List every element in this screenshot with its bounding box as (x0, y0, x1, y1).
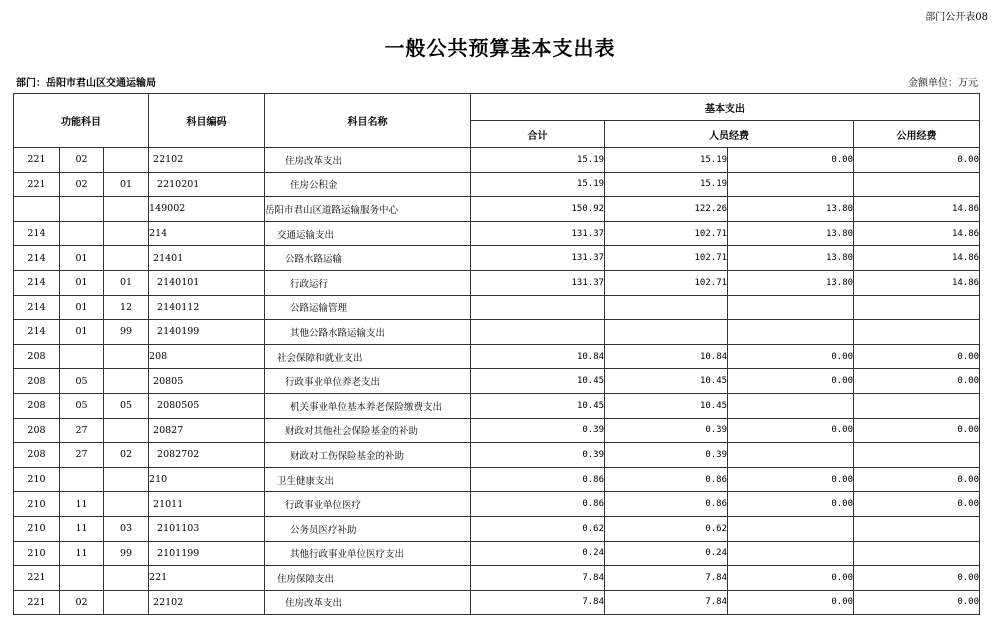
personnel-cell: 0.39 (605, 443, 728, 468)
personnel-cell: 10.45 (605, 393, 728, 418)
public-cell: 13.80 (728, 270, 854, 295)
header-basic-expenditure: 基本支出 (471, 94, 980, 121)
subject-code-cell: 214 (149, 221, 265, 246)
total-cell (471, 320, 605, 345)
form-number: 部门公开表08 (925, 12, 988, 23)
subject-name-cell: 其他行政事业单位医疗支出 (265, 541, 471, 566)
table-row (14, 516, 980, 541)
header-subject-name: 科目名称 (265, 94, 471, 148)
public-cell: 0.00 (728, 369, 854, 394)
personnel-cell: 102.71 (605, 270, 728, 295)
subject-code-cell: 20827 (149, 418, 265, 443)
subject-code-cell: 208 (149, 344, 265, 369)
header-public: 公用经费 (854, 121, 980, 148)
public-expense-cell (854, 516, 980, 541)
table-body (14, 148, 980, 615)
public-cell (728, 295, 854, 320)
table-row (14, 320, 980, 345)
subject-code-cell: 2101199 (149, 541, 265, 566)
table-row (14, 270, 980, 295)
func-section-cell: 05 (60, 369, 104, 394)
amount-unit-label: 金额单位：万元 (908, 78, 978, 89)
subject-name-cell: 其他公路水路运输支出 (265, 320, 471, 345)
public-expense-cell: 0.00 (854, 467, 980, 492)
personnel-cell: 7.84 (605, 590, 728, 615)
table-row (14, 467, 980, 492)
func-item-cell (104, 246, 149, 271)
func-section-cell: 11 (60, 516, 104, 541)
table-row (14, 566, 980, 591)
subject-name-cell: 公路运输管理 (265, 295, 471, 320)
public-cell: 0.00 (728, 566, 854, 591)
public-expense-cell: 0.00 (854, 148, 980, 173)
table-row (14, 369, 980, 394)
table-row (14, 172, 980, 197)
func-item-cell: 02 (104, 443, 149, 468)
func-class-cell: 221 (14, 590, 60, 615)
total-cell: 131.37 (471, 246, 605, 271)
personnel-cell: 0.62 (605, 516, 728, 541)
func-item-cell: 03 (104, 516, 149, 541)
subject-code-cell: 2101103 (149, 516, 265, 541)
public-cell: 13.80 (728, 197, 854, 222)
subject-code-cell: 221 (149, 566, 265, 591)
total-cell: 0.39 (471, 418, 605, 443)
subject-name-cell: 公务员医疗补助 (265, 516, 471, 541)
personnel-cell: 15.19 (605, 172, 728, 197)
func-item-cell (104, 467, 149, 492)
personnel-cell: 0.86 (605, 467, 728, 492)
total-cell: 0.86 (471, 492, 605, 517)
table-row (14, 590, 980, 615)
subject-name-cell: 财政对其他社会保险基金的补助 (265, 418, 471, 443)
func-section-cell: 01 (60, 320, 104, 345)
func-item-cell: 99 (104, 541, 149, 566)
personnel-cell: 15.19 (605, 148, 728, 173)
subject-name-cell: 住房保障支出 (265, 566, 471, 591)
personnel-cell: 122.26 (605, 197, 728, 222)
personnel-cell: 0.39 (605, 418, 728, 443)
public-expense-cell (854, 295, 980, 320)
subject-code-cell: 21401 (149, 246, 265, 271)
func-class-cell: 208 (14, 443, 60, 468)
personnel-cell (605, 295, 728, 320)
total-cell: 10.45 (471, 393, 605, 418)
func-section-cell (60, 221, 104, 246)
public-expense-cell: 0.00 (854, 344, 980, 369)
subject-name-cell: 机关事业单位基本养老保险缴费支出 (265, 393, 471, 418)
public-expense-cell: 0.00 (854, 590, 980, 615)
personnel-cell: 0.24 (605, 541, 728, 566)
subject-code-cell: 2082702 (149, 443, 265, 468)
public-cell: 0.00 (728, 467, 854, 492)
func-item-cell (104, 418, 149, 443)
subject-name-cell: 住房改革支出 (265, 590, 471, 615)
budget-table (13, 93, 980, 615)
func-class-cell: 210 (14, 467, 60, 492)
subject-name-cell: 交通运输支出 (265, 221, 471, 246)
public-cell: 0.00 (728, 344, 854, 369)
public-expense-cell (854, 541, 980, 566)
subject-code-cell: 2210201 (149, 172, 265, 197)
page-title: 一般公共预算基本支出表 (384, 36, 616, 60)
public-expense-cell: 14.86 (854, 270, 980, 295)
total-cell: 0.86 (471, 467, 605, 492)
subject-name-cell: 社会保障和就业支出 (265, 344, 471, 369)
func-section-cell (60, 566, 104, 591)
func-item-cell: 05 (104, 393, 149, 418)
personnel-cell: 7.84 (605, 566, 728, 591)
public-cell: 0.00 (728, 590, 854, 615)
table-row (14, 418, 980, 443)
func-section-cell: 11 (60, 492, 104, 517)
subject-code-cell: 149002 (149, 197, 265, 222)
func-class-cell (14, 197, 60, 222)
total-cell: 0.62 (471, 516, 605, 541)
total-cell: 10.84 (471, 344, 605, 369)
func-section-cell (60, 197, 104, 222)
func-section-cell: 05 (60, 393, 104, 418)
public-cell (728, 443, 854, 468)
func-section-cell: 11 (60, 541, 104, 566)
func-class-cell: 210 (14, 516, 60, 541)
total-cell: 0.24 (471, 541, 605, 566)
subject-name-cell: 岳阳市君山区道路运输服务中心 (265, 197, 471, 222)
personnel-cell: 10.45 (605, 369, 728, 394)
public-expense-cell (854, 320, 980, 345)
func-class-cell: 208 (14, 393, 60, 418)
func-item-cell: 01 (104, 270, 149, 295)
func-section-cell: 02 (60, 172, 104, 197)
func-class-cell: 221 (14, 172, 60, 197)
func-section-cell (60, 344, 104, 369)
func-section-cell: 27 (60, 418, 104, 443)
func-class-cell: 214 (14, 246, 60, 271)
func-item-cell (104, 148, 149, 173)
func-item-cell: 99 (104, 320, 149, 345)
public-cell (728, 541, 854, 566)
subject-code-cell: 2140199 (149, 320, 265, 345)
department-label: 部门：岳阳市君山区交通运输局 (16, 78, 156, 89)
subject-code-cell: 22102 (149, 148, 265, 173)
table-row (14, 393, 980, 418)
public-cell (728, 516, 854, 541)
total-cell: 7.84 (471, 590, 605, 615)
public-cell (728, 393, 854, 418)
subject-name-cell: 行政事业单位养老支出 (265, 369, 471, 394)
total-cell: 131.37 (471, 270, 605, 295)
header-personnel: 人员经费 (605, 121, 854, 148)
public-cell: 13.80 (728, 246, 854, 271)
header-subject-code: 科目编码 (149, 94, 265, 148)
public-cell: 13.80 (728, 221, 854, 246)
func-section-cell: 02 (60, 148, 104, 173)
header-function-subject: 功能科目 (14, 94, 149, 148)
subject-code-cell: 21011 (149, 492, 265, 517)
total-cell: 150.92 (471, 197, 605, 222)
func-item-cell (104, 197, 149, 222)
header-total: 合计 (471, 121, 605, 148)
table-row (14, 295, 980, 320)
public-cell (728, 320, 854, 345)
func-item-cell (104, 344, 149, 369)
total-cell: 15.19 (471, 172, 605, 197)
subject-code-cell: 20805 (149, 369, 265, 394)
subject-name-cell: 公路水路运输 (265, 246, 471, 271)
subject-code-cell: 2140101 (149, 270, 265, 295)
func-item-cell: 12 (104, 295, 149, 320)
total-cell: 7.84 (471, 566, 605, 591)
public-expense-cell (854, 393, 980, 418)
total-cell: 0.39 (471, 443, 605, 468)
subject-code-cell: 210 (149, 467, 265, 492)
public-expense-cell: 14.86 (854, 246, 980, 271)
personnel-cell (605, 320, 728, 345)
personnel-cell: 10.84 (605, 344, 728, 369)
total-cell: 10.45 (471, 369, 605, 394)
func-class-cell: 221 (14, 566, 60, 591)
table-row (14, 492, 980, 517)
table-row (14, 246, 980, 271)
func-section-cell: 01 (60, 270, 104, 295)
subject-name-cell: 行政运行 (265, 270, 471, 295)
subject-code-cell: 2140112 (149, 295, 265, 320)
public-expense-cell: 0.00 (854, 418, 980, 443)
func-class-cell: 214 (14, 320, 60, 345)
subject-name-cell: 卫生健康支出 (265, 467, 471, 492)
public-expense-cell: 0.00 (854, 369, 980, 394)
func-class-cell: 208 (14, 369, 60, 394)
func-item-cell: 01 (104, 172, 149, 197)
func-section-cell: 02 (60, 590, 104, 615)
total-cell: 131.37 (471, 221, 605, 246)
table-row (14, 197, 980, 222)
func-class-cell: 214 (14, 295, 60, 320)
public-expense-cell: 0.00 (854, 492, 980, 517)
func-section-cell (60, 467, 104, 492)
public-expense-cell: 0.00 (854, 566, 980, 591)
subject-name-cell: 住房公积金 (265, 172, 471, 197)
public-expense-cell: 14.86 (854, 221, 980, 246)
personnel-cell: 102.71 (605, 246, 728, 271)
public-expense-cell: 14.86 (854, 197, 980, 222)
total-cell: 15.19 (471, 148, 605, 173)
func-class-cell: 208 (14, 418, 60, 443)
func-item-cell (104, 566, 149, 591)
subject-name-cell: 住房改革支出 (265, 148, 471, 173)
public-expense-cell (854, 172, 980, 197)
public-cell: 0.00 (728, 418, 854, 443)
table-row (14, 344, 980, 369)
func-section-cell: 01 (60, 295, 104, 320)
func-section-cell: 01 (60, 246, 104, 271)
subject-name-cell: 财政对工伤保险基金的补助 (265, 443, 471, 468)
public-expense-cell (854, 443, 980, 468)
subject-name-cell: 行政事业单位医疗 (265, 492, 471, 517)
total-cell (471, 295, 605, 320)
func-class-cell: 214 (14, 270, 60, 295)
personnel-cell: 102.71 (605, 221, 728, 246)
public-cell: 0.00 (728, 492, 854, 517)
public-cell: 0.00 (728, 148, 854, 173)
func-class-cell: 210 (14, 541, 60, 566)
subject-code-cell: 22102 (149, 590, 265, 615)
func-item-cell (104, 590, 149, 615)
func-section-cell: 27 (60, 443, 104, 468)
func-class-cell: 210 (14, 492, 60, 517)
table-row (14, 541, 980, 566)
personnel-cell: 0.86 (605, 492, 728, 517)
table-row (14, 148, 980, 173)
subject-code-cell: 2080505 (149, 393, 265, 418)
table-row (14, 443, 980, 468)
func-item-cell (104, 492, 149, 517)
public-cell (728, 172, 854, 197)
table-row (14, 221, 980, 246)
func-class-cell: 214 (14, 221, 60, 246)
func-item-cell (104, 221, 149, 246)
func-item-cell (104, 369, 149, 394)
func-class-cell: 208 (14, 344, 60, 369)
func-class-cell: 221 (14, 148, 60, 173)
